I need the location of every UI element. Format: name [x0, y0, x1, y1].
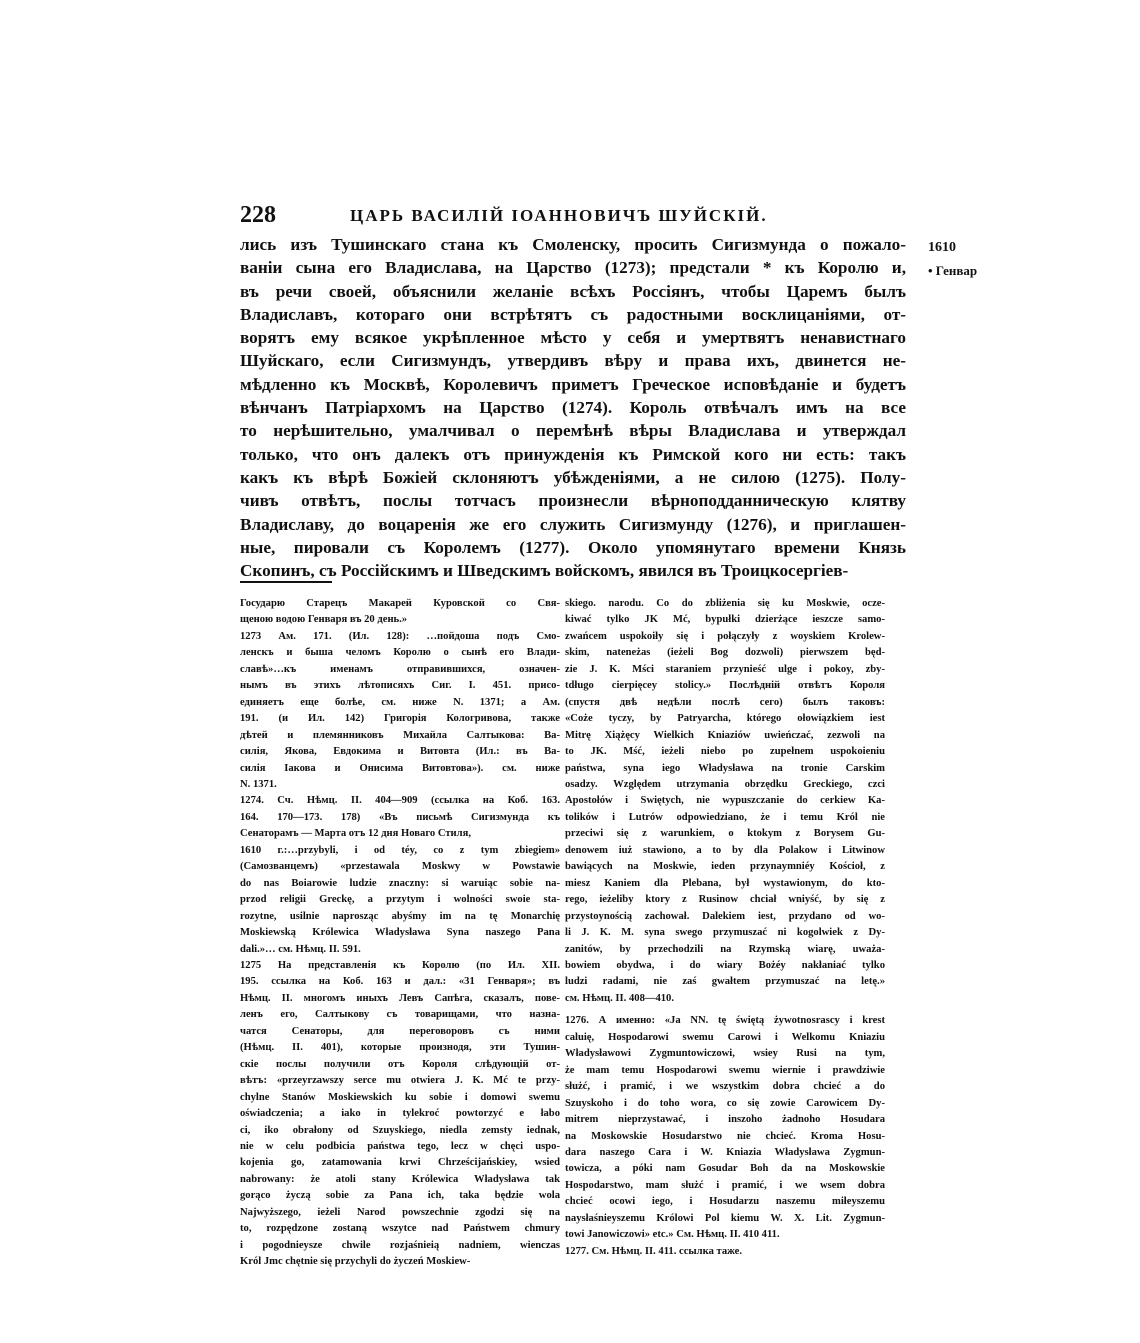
footnote-line: mitrem nieprzystawać, i inszoho żadnoho Hosudara — [565, 1114, 885, 1126]
footnote-line: ленскъ и быша челомъ Королю о сынѣ его Влади- — [240, 647, 560, 659]
footnote-line: osadzy. Względem utrzymania obrzędku Greckiego, czci — [565, 778, 885, 790]
footnote-line: skiego. narodu. Co do zbliżenia się ku Moskwie, ocze- — [565, 598, 885, 609]
margin-year-note: 1610 — [928, 240, 956, 255]
footnote-line: Moskiewską Królewica Władysława Syna naszego Pana — [240, 927, 560, 939]
footnote-line: i pogodnieysze chwile rozjaśnieią nadniem, wienczas — [240, 1239, 560, 1251]
footnote-line: 195. ссылка на Коб. 163 и дал.: «31 Генваря»; въ — [240, 976, 560, 988]
footnote-separator — [240, 581, 332, 583]
text-line: ные, пировали съ Королемъ (1277). Около упомянутаго времени Князь — [240, 537, 906, 557]
footnote-line: (Нѣмц. II. 401), которые произнодя, эти Тушин- — [240, 1042, 560, 1054]
footnote-line: gorąco życzą sobie za Pana ich, taka będzie wola — [240, 1190, 560, 1202]
margin-month-note: • Генвар — [928, 263, 978, 278]
footnote-line: denowem iuż stawiono, a to by dla Polakow i Litwinow — [565, 844, 885, 856]
footnote-line: rozytne, usilnie naprosząc abyśmy im na tę Monarchię — [240, 910, 560, 922]
footnote-line: 1277. См. Нѣмц. II. 411. ссылка таже. — [565, 1245, 743, 1257]
footnote-line: славѣ»…къ именамъ отправившихся, означен- — [240, 663, 560, 675]
page-number: 228 — [240, 202, 276, 228]
footnote-line: 164. 170—173. 178) «Въ письмѣ Сигизмунда къ — [240, 811, 560, 823]
footnote-line: naysłaśnieyszemu Królowi Pol kiemu W. X. Lit. Zygmun- — [565, 1212, 885, 1224]
footnote-line: przystoynością zachował. Dalekiem iest, przydano od wo- — [565, 910, 885, 922]
footnote-line: ludzi radami, nie zaś gwałtem przymuszać na letę.» — [565, 976, 885, 988]
footnote-line: li J. K. M. syna swego przymuszać ni kogolwiek z Dy- — [565, 927, 885, 939]
footnote-line: N. 1371. — [240, 778, 277, 790]
footnote-line: Król Jmc chętnie się przychyli do życzeń Moskiew- — [240, 1256, 471, 1268]
footnote-line: bowiem obydwa, i do wiary Bożéy nakłaniać tylko — [565, 959, 885, 971]
footnote-line: вѣтъ: «przeyrzawszy serce mu otwiera J. K. Mć te przy- — [240, 1075, 560, 1087]
footnote-line: zie J. K. Mści staraniem przynieść ulge i pokoy, zby- — [565, 663, 885, 675]
footnote-line: państwa, syna iego Władysława na tronie Carskim — [565, 762, 885, 774]
text-line: лись изъ Тушинскаго стана къ Смоленску, просить Сигизмунда о пожало- — [240, 235, 906, 254]
footnote-line: см. Нѣмц. II. 408—410. — [565, 992, 674, 1004]
footnote-line: dara naszego Cara i W. Kniazia Władysława Zygmun- — [565, 1146, 885, 1158]
text-line: ваніи сына его Владислава, на Царство (1273); предстали * къ Королю и, — [240, 258, 906, 278]
footnote-line: 1273 Ам. 171. (Ил. 128): …пойдоша подъ Смо- — [240, 630, 560, 642]
footnote-line: oświadczenia; a iako in tylekroć powtorzyć e łabo — [240, 1108, 560, 1120]
main-text — [240, 233, 906, 582]
text-line: то нерѣшительно, умалчивал о перемѣнѣ вѣры Владислава и утверждал — [240, 421, 906, 441]
footnote-line: przod religii Greckę, a przytym i wolności swoie sta- — [240, 894, 560, 906]
footnote-line: 1610 г.:…przybyli, i od téy, co z tym zbiegiem» — [240, 844, 560, 856]
text-line: Владиславу, до воцаренія же его служить Сигизмунду (1276), и приглашен- — [240, 514, 906, 534]
footnote-line: kojenia go, zatamowania krwi Chrześcijańskiey, wsied — [240, 1157, 560, 1169]
footnote-line: nie w celu podbicia państwa tego, lecz w chęci uspo- — [240, 1140, 560, 1152]
footnote-line: Władysławowi Zygmuntowiczowi, wsiey Rusi na tym, — [565, 1048, 885, 1060]
footnote-line: zanitów, by przechodzili na Rzymską wiarę, uważa- — [565, 943, 885, 955]
footnote-line: bawiących na Moskwie, ieden przynaymniéy Kościoł, z — [565, 861, 885, 873]
footnote-line: Apostołów i Swiętych, nie wypuszczanie do cerkiew Ka- — [565, 795, 885, 807]
footnote-line: chcieć ocowi iego, i Hosudarzu naszemu miłeyszemu — [565, 1196, 885, 1208]
text-line: чивъ отвѣтъ, послы тотчасъ произнесли вѣрноподданническую клятву — [240, 491, 906, 511]
footnote-line: Hospodarstwo, mam służć i pramić, i we wsem dobra — [565, 1179, 885, 1191]
footnote-line: (Самозванцемъ) «przestawala Moskwy w Powstawie — [240, 861, 560, 873]
text-line: Шуйскаго, если Сигизмундъ, утвердивъ вѣру и права ихъ, двинется не- — [240, 351, 906, 371]
running-title: ЦАРЬ ВАСИЛІЙ ІОАННОВИЧЪ ШУЙСКІЙ. — [350, 206, 768, 225]
footnote-line: 1274. Сч. Нѣмц. II. 404—909 (ссылка на Коб. 163. — [240, 795, 560, 807]
footnote-line: «Coże tyczy, by Patryarcha, którego ołowiązkiem iest — [565, 713, 885, 725]
footnote-line: służć, i pramić, i we wszystkim dobra chcieć a do — [565, 1081, 885, 1093]
footnote-line: Нѣмц. II. многомъ иныхъ Левъ Сапѣга, сказалъ, пове- — [240, 992, 560, 1004]
text-line: ворятъ ему всякое укрѣпленное мѣсто у себя и умертвятъ ненавистнаго — [240, 328, 906, 348]
footnote-line: скіе послы получили отъ Короля слѣдующій от- — [240, 1058, 560, 1070]
footnote-line: kiwać tylko JK Mć, bypułki dzierżące ieszcze samo- — [565, 614, 885, 626]
footnote-line: rego, ieżeliby ktory z Rusinow chciał wniyść, by się z — [565, 894, 885, 906]
footnote-line: nabrowany: że atoli stany Królewica Władysława tak — [240, 1173, 560, 1185]
footnote-line: 1276. А именно: «Ja NN. tę świętą żywotnosrascy i krest — [565, 1015, 885, 1027]
footnote-line: силія Іакова и Онисима Витовтова»). см. ниже — [240, 762, 560, 774]
footnote-line: ci, iko obrałony od Szuyskiego, niedla zemsty iednak, — [240, 1124, 560, 1136]
footnote-line: towicza, a póki nam Gosudar Boh da na Moskowskie — [565, 1163, 885, 1175]
text-line: Скопинъ, съ Россійскимъ и Шведскимъ войскомъ, явился въ Троицкосергіев- — [240, 561, 849, 581]
text-line: въ речи своей, объяснили желаніе всѣхъ Россіянъ, чтобы Царемъ былъ — [240, 281, 906, 301]
footnote-line: do nas Boiarowie ludzie znaczny: si waruiąc sobie na- — [240, 877, 560, 889]
footnote-line: 1275 На представленія къ Королю (по Ил. XII. — [240, 959, 560, 971]
footnote-line: щеною водою Генваря въ 20 день.» — [240, 614, 408, 626]
page-header — [240, 202, 930, 234]
footnote-line: zwańcem uspokoiły się i połączyły z woyskiem Krolew- — [565, 630, 885, 642]
footnote-line: miesz Kaniem dla Plebana, był wystawionym, do kto- — [565, 877, 885, 889]
footnote-line: нымъ въ этихъ лѣтописяхъ Сиг. I. 451. присо- — [240, 680, 560, 692]
footnote-line: силія, Якова, Евдокима и Витовта (Ил.: въ Ва- — [240, 746, 560, 758]
footnote-line: Сенаторамъ — Марта отъ 12 дня Новаго Стиля, — [240, 828, 471, 840]
footnotes-right-column — [565, 596, 885, 1260]
footnote-line: (спустя двѣ недѣли послѣ сего) былъ таковъ: — [565, 696, 885, 708]
footnote-line: Szuyskoho i do toho wora, co się zowie Carowicem Dy- — [565, 1097, 885, 1109]
text-line: Владиславъ, котораго они встрѣтятъ съ радостными восклицаніями, от- — [240, 304, 906, 324]
footnote-line: tolików i Lutrów odpowiedziano, że i temu Król nie — [565, 811, 885, 823]
footnote-line: Государю Старецъ Макарей Куровской со Свя- — [240, 598, 560, 609]
footnote-line: Najwyższego, ieżeli Narod powszechnie zgodzi się na — [240, 1206, 560, 1218]
footnote-line: ленъ его, Салтыкову съ товарищами, что назна- — [240, 1009, 560, 1021]
footnote-line: единяетъ еще болѣе, см. ниже N. 1371; а Ам. — [240, 696, 560, 708]
text-line: вѣнчанъ Патріархомъ на Царство (1274). Король отвѣчалъ имъ на все — [240, 398, 906, 418]
footnote-line: Mitrę Xiążęcy Wielkich Kniaziów uwieńczać, zezwoli na — [565, 729, 885, 741]
footnote-line: 191. (и Ил. 142) Григорія Кологривова, также — [240, 713, 560, 725]
footnote-line: przeciwi się z warunkiem, o ktokym z Borysem Gu- — [565, 828, 885, 840]
footnote-line: towi Janowiczowi» etc.» См. Нѣмц. II. 410 411. — [565, 1229, 780, 1241]
footnote-line: чатся Сенаторы, для переговоровъ съ ними — [240, 1025, 560, 1037]
footnote-line: że mam temu Hospodarowi swemu wiernie i prawdziwie — [565, 1064, 885, 1076]
footnote-line: chylne Stanów Moskiewskich ku sobie i domowi swemu — [240, 1091, 560, 1103]
text-line: мѣдленно къ Москвѣ, Королевичъ приметъ Греческое исповѣданіе и будетъ — [240, 374, 906, 394]
text-line: только, что онъ далекъ отъ принужденія къ Римской кого ни есть: такъ — [240, 444, 906, 464]
footnote-line: to, rozpędzone zostaną wszytce nad Państwem chmury — [240, 1223, 560, 1235]
text-line: какъ къ вѣрѣ Божіей склоняютъ убѣжденіями, а не силою (1275). Полу- — [240, 467, 906, 487]
footnote-line: дѣтей и племянниковъ Михайла Салтыкова: Ва- — [240, 729, 560, 741]
footnote-line: dali.»… см. Нѣмц. II. 591. — [240, 943, 361, 955]
footnote-line: to JK. Mść, ieżeli niebo po zupełnem uspokoieniu — [565, 746, 885, 758]
footnote-line: skim, nateneżas (ieżeli Bog dozwoli) pierwszem będ- — [565, 647, 885, 659]
footnotes-left-column — [240, 596, 560, 1271]
footnote-line: caluię, Hospodarowi swemu Carowi i Welkomu Kniaziu — [565, 1031, 885, 1043]
footnote-line: na Moskowskie Hosudarstwo nie chcieć. Kroma Hosu- — [565, 1130, 885, 1142]
footnote-line: tdługo cierpięcey stolicy.» Послѣдній отвѣтъ Короля — [565, 680, 885, 692]
